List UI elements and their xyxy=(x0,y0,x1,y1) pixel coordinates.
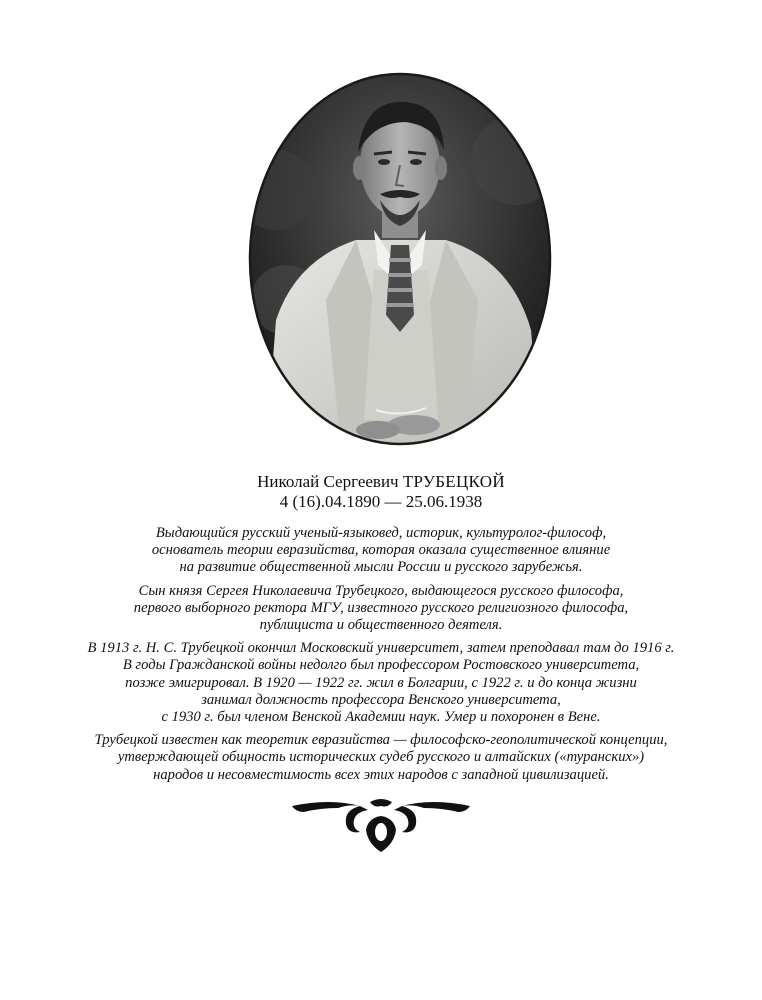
bio-paragraph-3 xyxy=(60,640,702,726)
bio-line: позже эмигрировал. В 1920 — 1922 гг. жил в Болгарии, с 1922 г. и до конца жизни xyxy=(125,674,637,691)
bio-line: Трубецкой известен как теоретик евразийства — философско-геополитической концепции, xyxy=(94,732,668,749)
biography-text xyxy=(60,525,702,790)
life-dates: 4 (16).04.1890 — 25.06.1938 xyxy=(279,492,483,511)
ornament-icon xyxy=(290,796,472,854)
bio-paragraph-4 xyxy=(60,732,702,784)
bio-paragraph-2 xyxy=(60,583,702,635)
bio-line: утверждающей общность исторических судеб русского и алтайских («туранских») xyxy=(117,749,645,766)
portrait-photo xyxy=(246,70,554,448)
bio-line: первого выборного ректора МГУ, известного русского религиозного философа, xyxy=(133,599,629,616)
bio-paragraph-1 xyxy=(60,525,702,577)
person-name xyxy=(0,472,762,492)
bio-line: публициста и общественного деятеля. xyxy=(259,617,503,634)
bio-line: занимал должность профессора Венского университета, xyxy=(201,691,561,708)
bio-line: с 1930 г. был членом Венской Академии наук. Умер и похоронен в Вене. xyxy=(161,709,601,726)
portrait-caption xyxy=(0,472,762,512)
bio-line: В 1913 г. Н. С. Трубецкой окончил Московский университет, затем преподавал там до 1916 г. xyxy=(87,640,675,657)
bio-line: Выдающийся русский ученый-языковед, историк, культуролог-философ, xyxy=(155,525,607,541)
person-surname: ТРУБЕЦКОЙ xyxy=(402,472,505,491)
bio-line: на развитие общественной мысли России и русского зарубежья. xyxy=(179,559,583,576)
bio-line: основатель теории евразийства, которая оказала существенное влияние xyxy=(151,542,611,559)
bio-line: Сын князя Сергея Николаевича Трубецкого, выдающегося русского философа, xyxy=(138,582,624,599)
person-given-name: Николай Сергеевич xyxy=(257,472,403,491)
bio-line: В годы Гражданской войны недолго был профессором Ростовского университета, xyxy=(122,657,640,674)
bio-line: народов и несовместимость всех этих народов с западной цивилизацией. xyxy=(153,766,609,783)
